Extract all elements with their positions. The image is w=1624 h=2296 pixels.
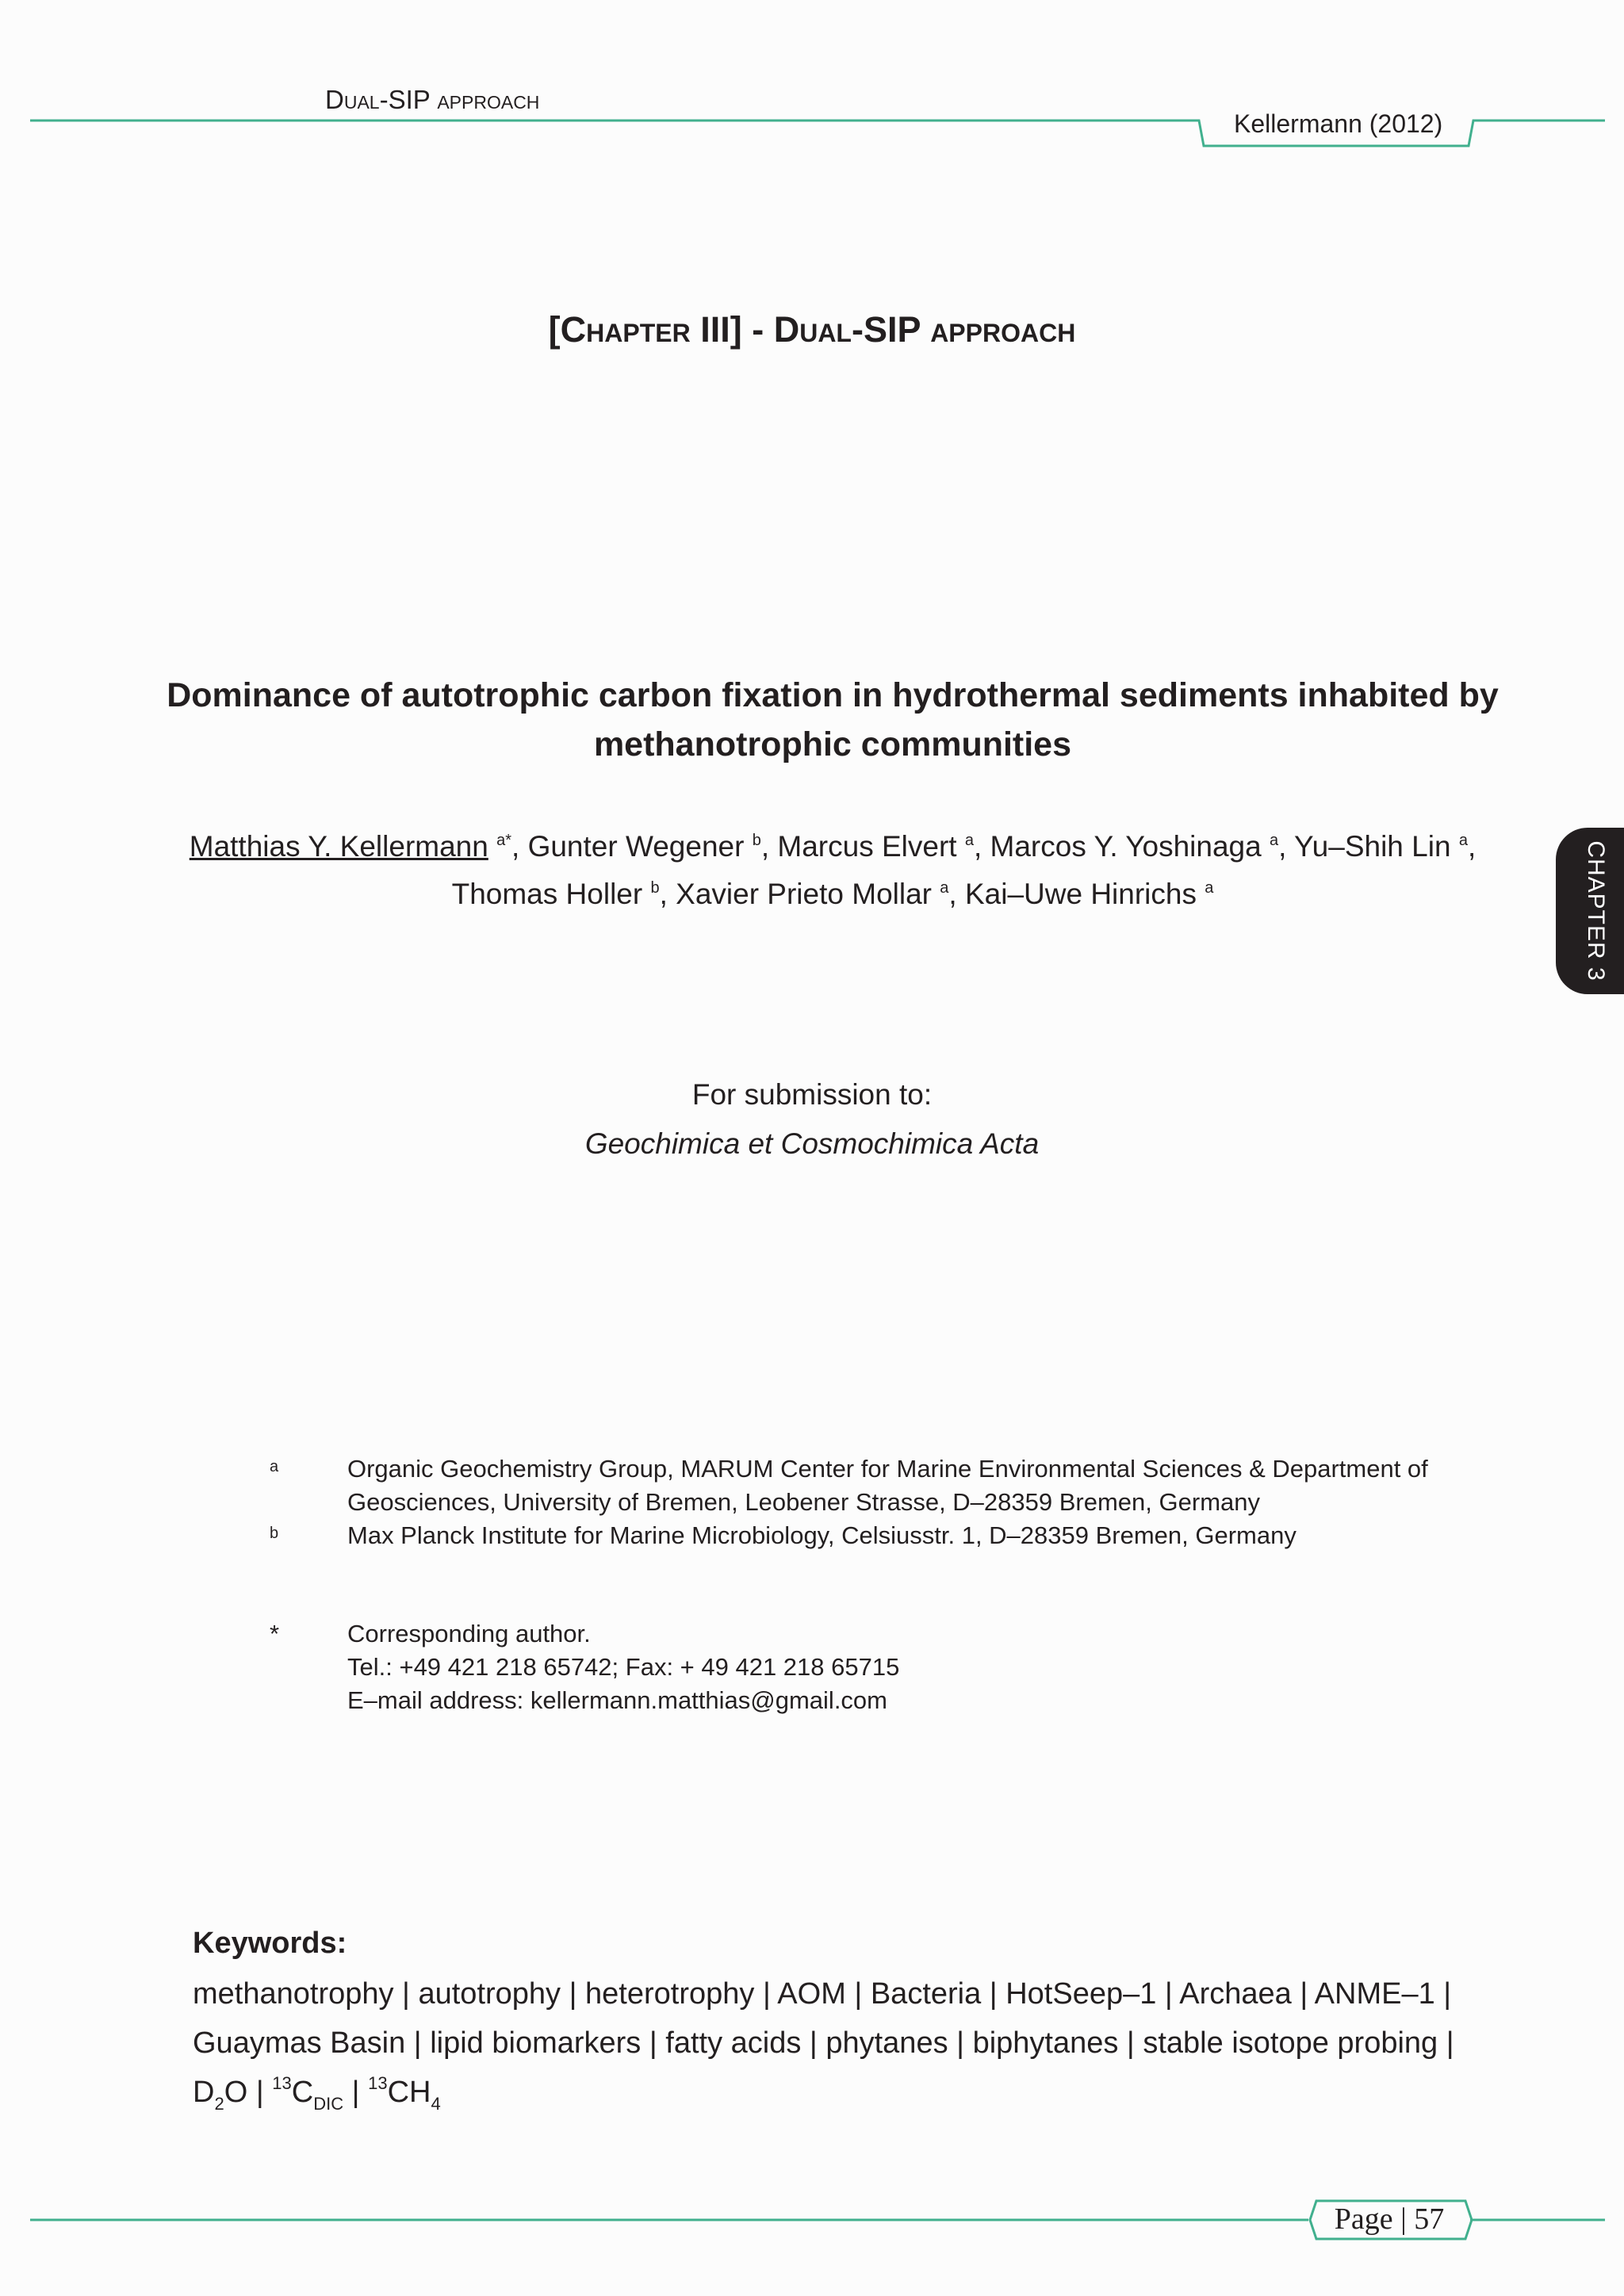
keywords-main: methanotrophy | autotrophy | heterotrophy | AOM | Bacteria | HotSeep–1 | Archaea | ANME–1 | Guaymas Basin | lipid biomarkers | fatty acids | phytanes | biphytanes | stable isotope probing |	[193, 1977, 1454, 2060]
paper-title: Dominance of autotrophic carbon fixation in hydrothermal sediments inhabited by methanotrophic communities	[167, 676, 1499, 763]
author-name: Kai–Uwe Hinrichs	[964, 878, 1197, 910]
journal-name: Geochimica et Cosmochimica Acta	[584, 1127, 1040, 1160]
chapter-heading-number: III] - D	[690, 309, 800, 350]
author-separator: ,	[1467, 830, 1477, 863]
kw-ch4-ch: CH	[387, 2076, 431, 2109]
author-name: Yu–Shih Lin	[1294, 830, 1451, 863]
author-name: Xavier Prieto Mollar	[676, 878, 932, 910]
corresponding-phone: Tel.: +49 421 218 65742; Fax: + 49 421 218 65715	[347, 1653, 900, 1681]
author	[528, 830, 778, 863]
running-header-author: Kellermann (2012)	[1234, 109, 1443, 138]
header-section-initial: D	[325, 85, 344, 114]
author	[190, 830, 528, 863]
affiliation-mark-b: b	[270, 1525, 279, 1542]
author-name: Marcus Elvert	[777, 830, 957, 863]
affiliation-mark-a: a	[270, 1458, 279, 1475]
author	[452, 878, 676, 910]
author-name: Gunter Wegener	[527, 830, 745, 863]
author	[676, 878, 965, 910]
running-header-section	[325, 84, 539, 116]
submission-label: For submission to:	[691, 1078, 933, 1111]
author-affiliation: a	[940, 879, 949, 897]
author-name: Matthias Y. Kellermann	[189, 830, 488, 863]
author	[1294, 830, 1476, 863]
kw-d2o-sub: 2	[214, 2094, 224, 2114]
kw-c13-sub: DIC	[313, 2094, 344, 2114]
chapter-tab-label: CHAPTER 3	[1583, 840, 1609, 982]
author-name: Marcos Y. Yoshinaga	[990, 830, 1262, 863]
author-separator: ,	[948, 878, 965, 910]
author-affiliation: a	[1205, 879, 1214, 897]
author-affiliation: b	[650, 879, 660, 897]
author-affiliation: b	[752, 832, 761, 849]
kw-separator: |	[247, 2076, 273, 2109]
kw-ch4-sub: 4	[431, 2094, 441, 2114]
author	[990, 830, 1295, 863]
chapter-heading-open: [C	[548, 309, 587, 350]
author	[777, 830, 990, 863]
author-affiliation: a*	[496, 832, 512, 849]
affiliation-a-line-1: Organic Geochemistry Group, MARUM Center for Marine Environmental Sciences & Department of	[347, 1455, 1428, 1483]
kw-separator: |	[343, 2076, 369, 2109]
submission-note	[0, 1070, 1624, 1169]
corresponding-line-1: Corresponding author.	[347, 1620, 591, 1647]
header-section-rest: ual-SIP approach	[343, 85, 540, 114]
author-name: Thomas Holler	[451, 878, 643, 910]
author-separator: ,	[760, 830, 778, 863]
author-separator: ,	[1278, 830, 1295, 863]
kw-ch4-sup: 13	[368, 2073, 388, 2093]
chapter-heading-dual: ual-SIP	[799, 309, 921, 350]
chapter-heading-approach: approach	[920, 309, 1076, 350]
author-affiliation: a	[964, 832, 974, 849]
chapter-heading-word: hapter	[586, 309, 691, 350]
author-list	[159, 823, 1507, 918]
kw-d2o-o: O	[224, 2076, 248, 2109]
corresponding-mark: *	[270, 1620, 280, 1647]
author-separator: ,	[973, 830, 990, 863]
affiliation-a-line-2: Geosciences, University of Bremen, Leobener Strasse, D–28359 Bremen, Germany	[347, 1488, 1260, 1516]
kw-c13-c: C	[291, 2076, 314, 2109]
kw-d2o-d: D	[193, 2076, 215, 2109]
affiliation-b-line-1: Max Planck Institute for Marine Microbiology, Celsiusstr. 1, D–28359 Bremen, Germany	[347, 1521, 1297, 1549]
kw-c13-sup: 13	[272, 2073, 292, 2093]
corresponding-email: E–mail address: kellermann.matthias@gmail.com	[347, 1686, 888, 1714]
keywords-list	[193, 1969, 1493, 2117]
chapter-heading	[0, 308, 1624, 352]
author-affiliation: a	[1270, 832, 1279, 849]
author-separator: ,	[659, 878, 676, 910]
keywords-heading: Keywords:	[193, 1927, 347, 1960]
chapter-tab	[1556, 828, 1624, 994]
author-separator: ,	[511, 830, 528, 863]
author-affiliation: a	[1458, 832, 1468, 849]
page-number: Page | 57	[1334, 2202, 1445, 2236]
author	[965, 878, 1213, 910]
